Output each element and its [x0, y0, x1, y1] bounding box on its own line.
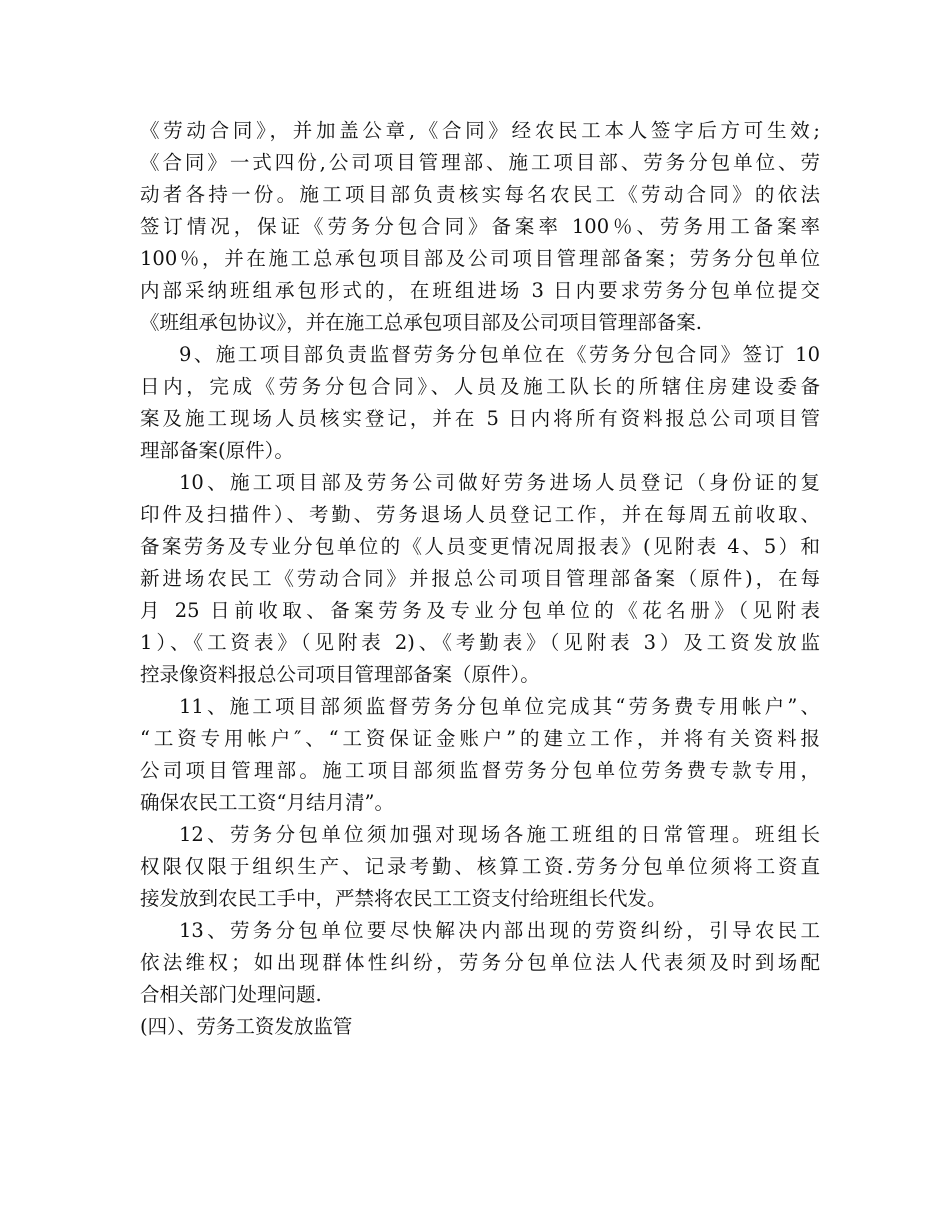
paragraph-first-line: 9、施工项目部负责监督劳务分包单位在《劳务分包合同》签订 10: [179, 343, 820, 366]
text-line: 1）、《工资表》（见附表 2)、《考勤表》（见附表 3）及工资发放监: [140, 631, 820, 654]
text-line: 权限仅限于组织生产、记录考勤、核算工资.劳务分包单位须将工资直: [140, 855, 820, 878]
text-line: 备案劳务及专业分包单位的《人员变更情况周报表》(见附表 4、5）和: [140, 535, 820, 558]
text-line: (四）、劳务工资发放监管: [140, 1015, 353, 1038]
text-line: 签订情况，保证《劳务分包合同》备案率 100％、劳务用工备案率: [140, 215, 820, 238]
text-line: 《合同》一式四份,公司项目管理部、施工项目部、劳务分包单位、劳: [140, 151, 820, 174]
text-line: 动者各持一份。施工项目部负责核实每名农民工《劳动合同》的依法: [140, 183, 820, 206]
text-line: 确保农民工工资“月结月清”。: [140, 791, 394, 814]
paragraph-first-line: 10、施工项目部及劳务公司做好劳务进场人员登记（身份证的复: [179, 471, 820, 494]
text-line: 依法维权；如出现群体性纠纷，劳务分包单位法人代表须及时到场配: [140, 951, 820, 974]
text-line: 控录像资料报总公司项目管理部备案（原件）。: [140, 663, 540, 686]
text-line: 内部采纳班组承包形式的，在班组进场 3 日内要求劳务分包单位提交: [140, 279, 820, 302]
text-line: “工资专用帐户″、“工资保证金账户”的建立工作，并将有关资料报: [140, 727, 820, 750]
text-line: 日内，完成《劳务分包合同》、人员及施工队长的所辖住房建设委备: [140, 375, 820, 398]
text-line: 月 25 日前收取、备案劳务及专业分包单位的《花名册》（见附表: [140, 599, 820, 622]
text-line: 合相关部门处理问题.: [140, 983, 322, 1006]
text-line: 理部备案(原件）。: [140, 439, 294, 462]
paragraph-first-line: 11、施工项目部须监督劳务分包单位完成其“劳务费专用帐户”、: [179, 695, 820, 718]
text-line: 公司项目管理部。施工项目部须监督劳务分包单位劳务费专款专用，: [140, 759, 820, 782]
text-line: 印件及扫描件）、考勤、劳务退场人员登记工作，并在每周五前收取、: [140, 503, 820, 526]
text-line: 新进场农民工《劳动合同》并报总公司项目管理部备案（原件)，在每: [140, 567, 820, 590]
text-line: 接发放到农民工手中，严禁将农民工工资支付给班组长代发。: [140, 887, 667, 910]
text-line: 《班组承包协议》，并在施工总承包项目部及公司项目管理部备案.: [140, 311, 702, 334]
text-line: 100％，并在施工总承包项目部及公司项目管理部备案；劳务分包单位: [140, 247, 820, 270]
document-body: [140, 115, 820, 1043]
text-line: 《劳动合同》，并加盖公章,《合同》经农民工本人签字后方可生效;: [140, 119, 820, 142]
paragraph-first-line: 12、劳务分包单位须加强对现场各施工班组的日常管理。班组长: [179, 823, 820, 846]
text-line: 案及施工现场人员核实登记，并在 5 日内将所有资料报总公司项目管: [140, 407, 820, 430]
paragraph-first-line: 13、劳务分包单位要尽快解决内部出现的劳资纠纷，引导农民工: [179, 919, 820, 942]
